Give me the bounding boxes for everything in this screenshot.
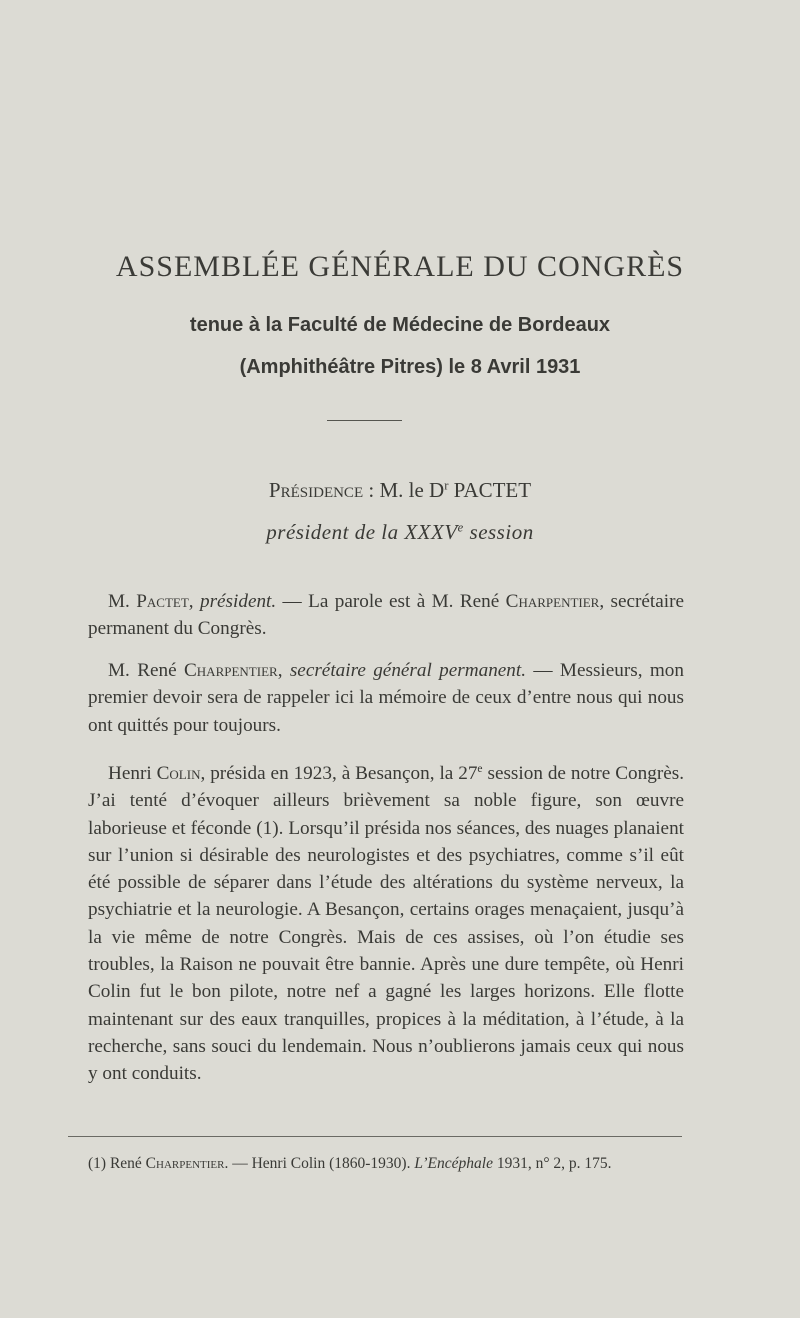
presidence-label: Présidence (268, 478, 364, 502)
p1-role: président. (199, 591, 277, 612)
p2-body: — Messieurs, mon premier devoir sera de rappeler ici la mémoire de ceux d’entre nous qui nous ont quittés pour toujours. (88, 660, 684, 736)
footnote-divider (68, 1136, 682, 1137)
page-title: ASSEMBLÉE GÉNÉRALE DU CONGRÈS (115, 250, 685, 283)
paragraph-1 (88, 588, 684, 643)
presidence-line (0, 478, 800, 503)
p3-a: , présida en 1923, à Besançon, la 27 (200, 763, 478, 784)
section-divider (327, 420, 402, 421)
p3-pre: Henri (108, 763, 157, 784)
p3-sup: e (477, 763, 483, 776)
p3-name: Colin (156, 763, 201, 784)
footnote-journal: L’Encéphale (414, 1155, 493, 1172)
p2-name: Charpentier (184, 660, 278, 681)
p2-comma: , (277, 660, 290, 681)
footnote-author: Charpentier (145, 1155, 225, 1172)
session-tail: session (463, 520, 534, 544)
p1-body: — La parole est à M. René (276, 591, 506, 612)
president-name: PACTET (448, 478, 532, 502)
subtitle-date: (Amphithéâtre Pitres) le 8 Avril 1931 (239, 356, 581, 378)
p2-speaker-pre: M. René (108, 660, 184, 681)
president-prefix: M. le D (379, 478, 445, 502)
paragraph-3 (88, 760, 684, 1088)
p1-name: Charpentier (505, 591, 600, 612)
session-text: président de la XXXV (266, 520, 458, 544)
footnote (68, 1154, 682, 1173)
footnote-text: . — Henri Colin (1860-1930). (224, 1155, 415, 1172)
p1-tail: , secrétaire permanent du Congrès. (88, 591, 685, 640)
president-sup: r (444, 478, 449, 493)
session-sup: e (457, 520, 464, 535)
paragraph-2 (88, 657, 684, 739)
subtitle-venue: tenue à la Faculté de Médecine de Bordeaux (189, 314, 611, 336)
p2-role: secrétaire général permanent. (289, 660, 527, 681)
p3-body: session de notre Congrès. J’ai tenté d’évoquer ailleurs brièvement sa noble figure, son œuvre laborieuse et féconde (1). Lorsqu’il présida nos séances, des nuages planaient sur l’union si désirable des neurologistes et des psychiatres, comme s’il eût été possible de séparer dans l’étude des altérations du système nerveux, la psychiatrie et la neurologie. A Besançon, certains orages menaçaient, jusqu’à la vie même de notre Congrès. Mais de ces assises, où l’on étudie ses troubles, la Raison ne pouvait être bannie. Après une dure tempête, où Henri Colin fut le bon pilote, notre nef a gagné les larges horizons. Elle flotte maintenant sur des eaux tranquilles, propices à la méditation, à l’étude, à la recherche, sans souci du lendemain. Nous n’oublierons jamais ceux qui nous y ont conduits. (88, 763, 684, 1085)
footnote-tail: 1931, n° 2, p. 175. (492, 1155, 612, 1172)
presidence-colon: : (363, 478, 380, 502)
p1-speaker: M. Pactet, (108, 591, 194, 612)
session-line (0, 520, 800, 545)
footnote-num: (1) René (88, 1155, 146, 1172)
